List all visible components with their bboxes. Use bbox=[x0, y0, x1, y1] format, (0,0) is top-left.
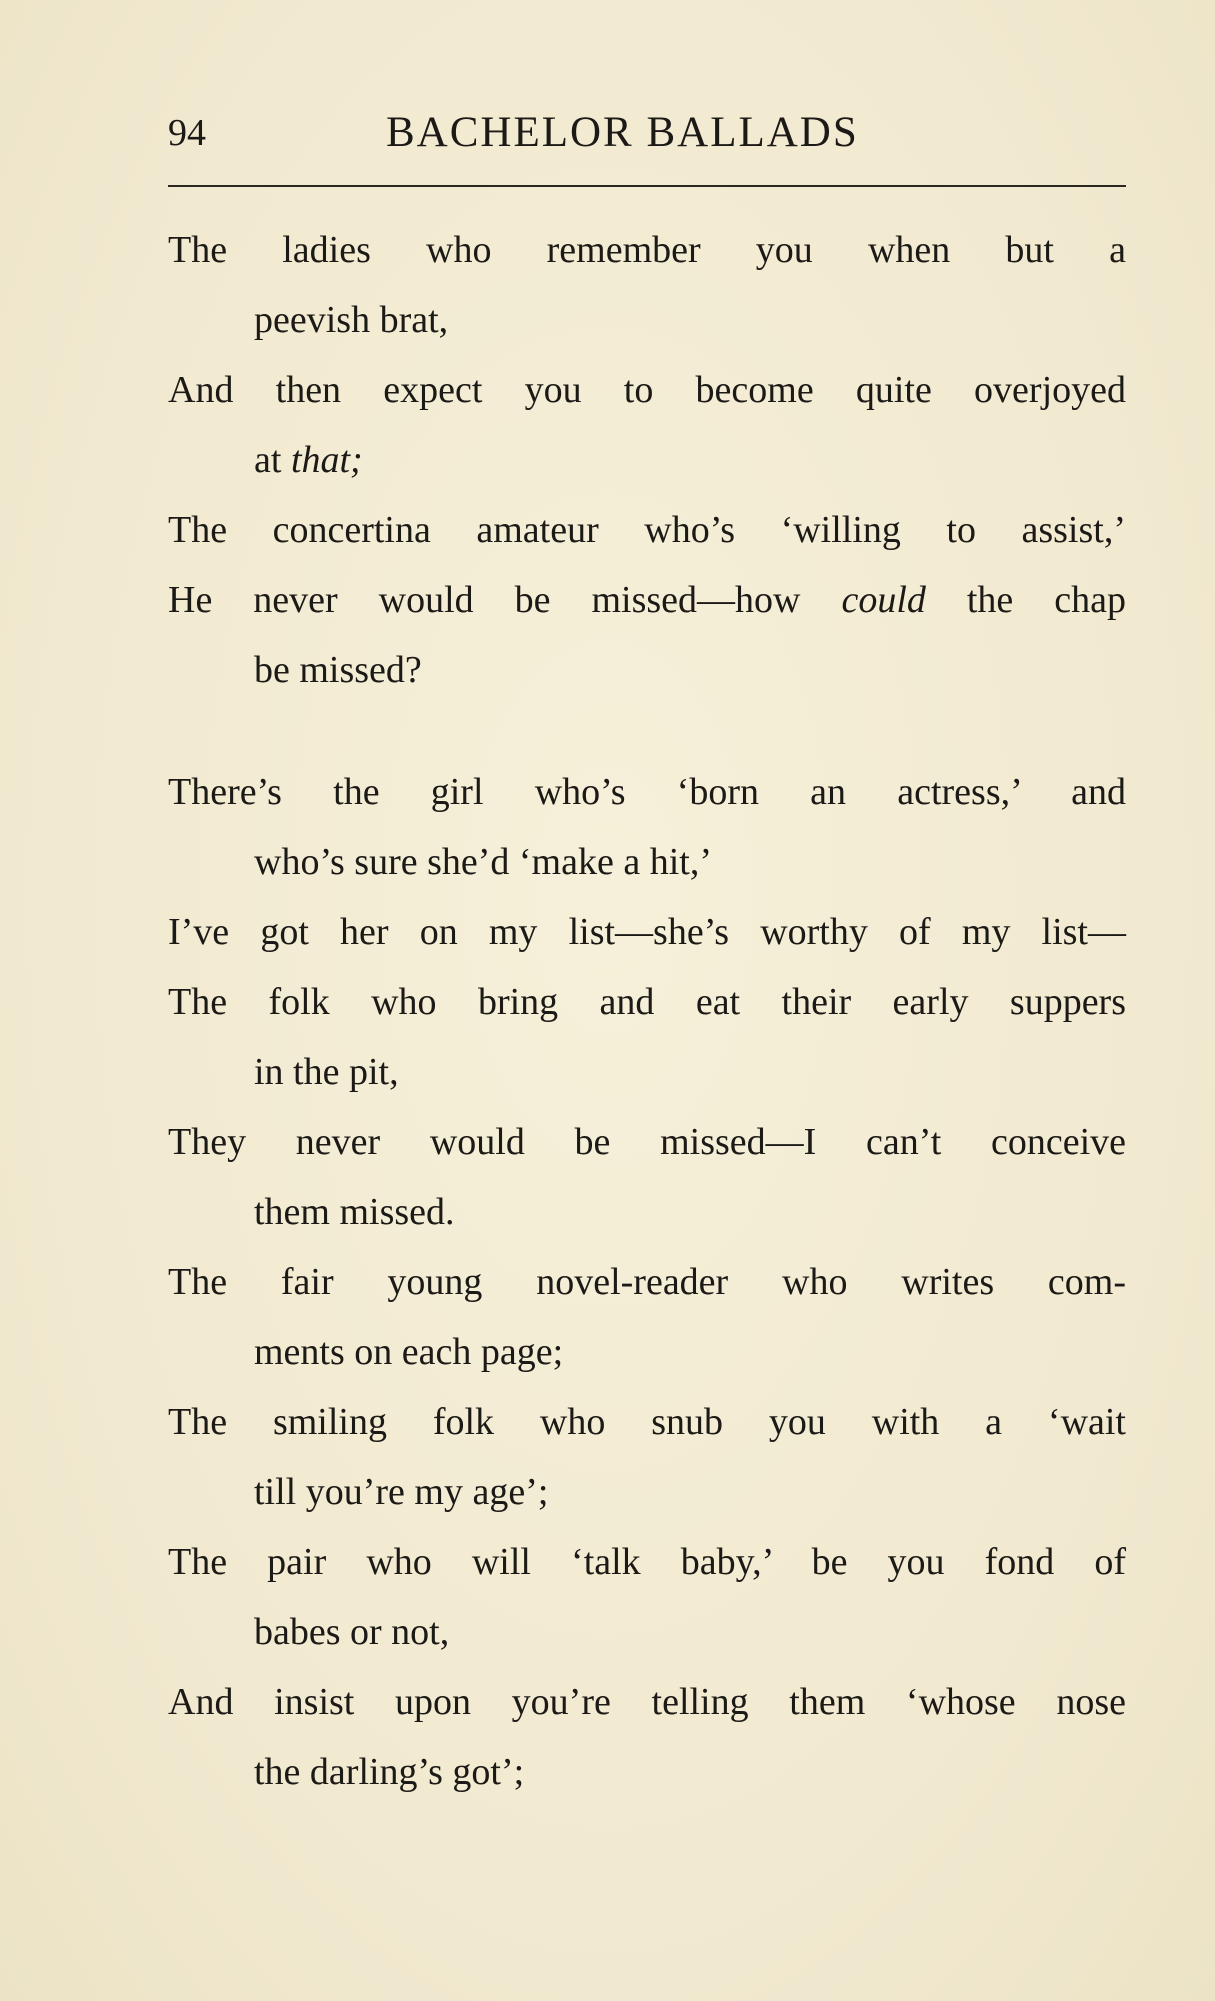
verse-line: The fair young novel-reader who writes com- bbox=[168, 1261, 1126, 1303]
verse-line: the darling’s got’; bbox=[254, 1751, 525, 1793]
verse-text: He never would be missed—how bbox=[168, 579, 842, 621]
verse-line: them missed. bbox=[254, 1191, 455, 1233]
verse-line: And insist upon you’re telling them ‘whose nose bbox=[168, 1681, 1126, 1723]
stanza bbox=[168, 215, 1126, 705]
book-title: BACHELOR BALLADS bbox=[386, 109, 859, 156]
italic-word: that; bbox=[290, 439, 363, 481]
running-head bbox=[168, 108, 1128, 158]
poem-text bbox=[168, 215, 1126, 1807]
verse-line: There’s the girl who’s ‘born an actress,’ and bbox=[168, 771, 1126, 813]
verse-line: The pair who will ‘talk baby,’ be you fond of bbox=[168, 1541, 1126, 1583]
verse-text: at bbox=[254, 439, 291, 481]
italic-word: could bbox=[841, 579, 926, 621]
stanza-break bbox=[168, 705, 1126, 757]
verse-line: in the pit, bbox=[254, 1051, 399, 1093]
verse-line: The folk who bring and eat their early suppers bbox=[168, 981, 1126, 1023]
verse-line: babes or not, bbox=[254, 1611, 450, 1653]
verse-line bbox=[168, 565, 1126, 635]
verse-line: peevish brat, bbox=[254, 299, 449, 341]
verse-line: The smiling folk who snub you with a ‘wait bbox=[168, 1401, 1126, 1443]
verse-line: And then expect you to become quite overjoyed bbox=[168, 369, 1126, 411]
verse-line: I’ve got her on my list—she’s worthy of my list— bbox=[168, 911, 1126, 953]
verse-line bbox=[168, 425, 1126, 495]
verse-line: ments on each page; bbox=[254, 1331, 564, 1373]
verse-line: till you’re my age’; bbox=[254, 1471, 549, 1513]
verse-line: be missed? bbox=[254, 649, 422, 691]
verse-line: who’s sure she’d ‘make a hit,’ bbox=[254, 841, 712, 883]
verse-line: The concertina amateur who’s ‘willing to assist,’ bbox=[168, 509, 1126, 551]
page-number: 94 bbox=[168, 112, 206, 154]
header-rule bbox=[168, 185, 1126, 187]
verse-line: They never would be missed—I can’t conceive bbox=[168, 1121, 1126, 1163]
verse-line: The ladies who remember you when but a bbox=[168, 229, 1126, 271]
verse-text: the chap bbox=[925, 579, 1127, 621]
stanza bbox=[168, 757, 1126, 1807]
